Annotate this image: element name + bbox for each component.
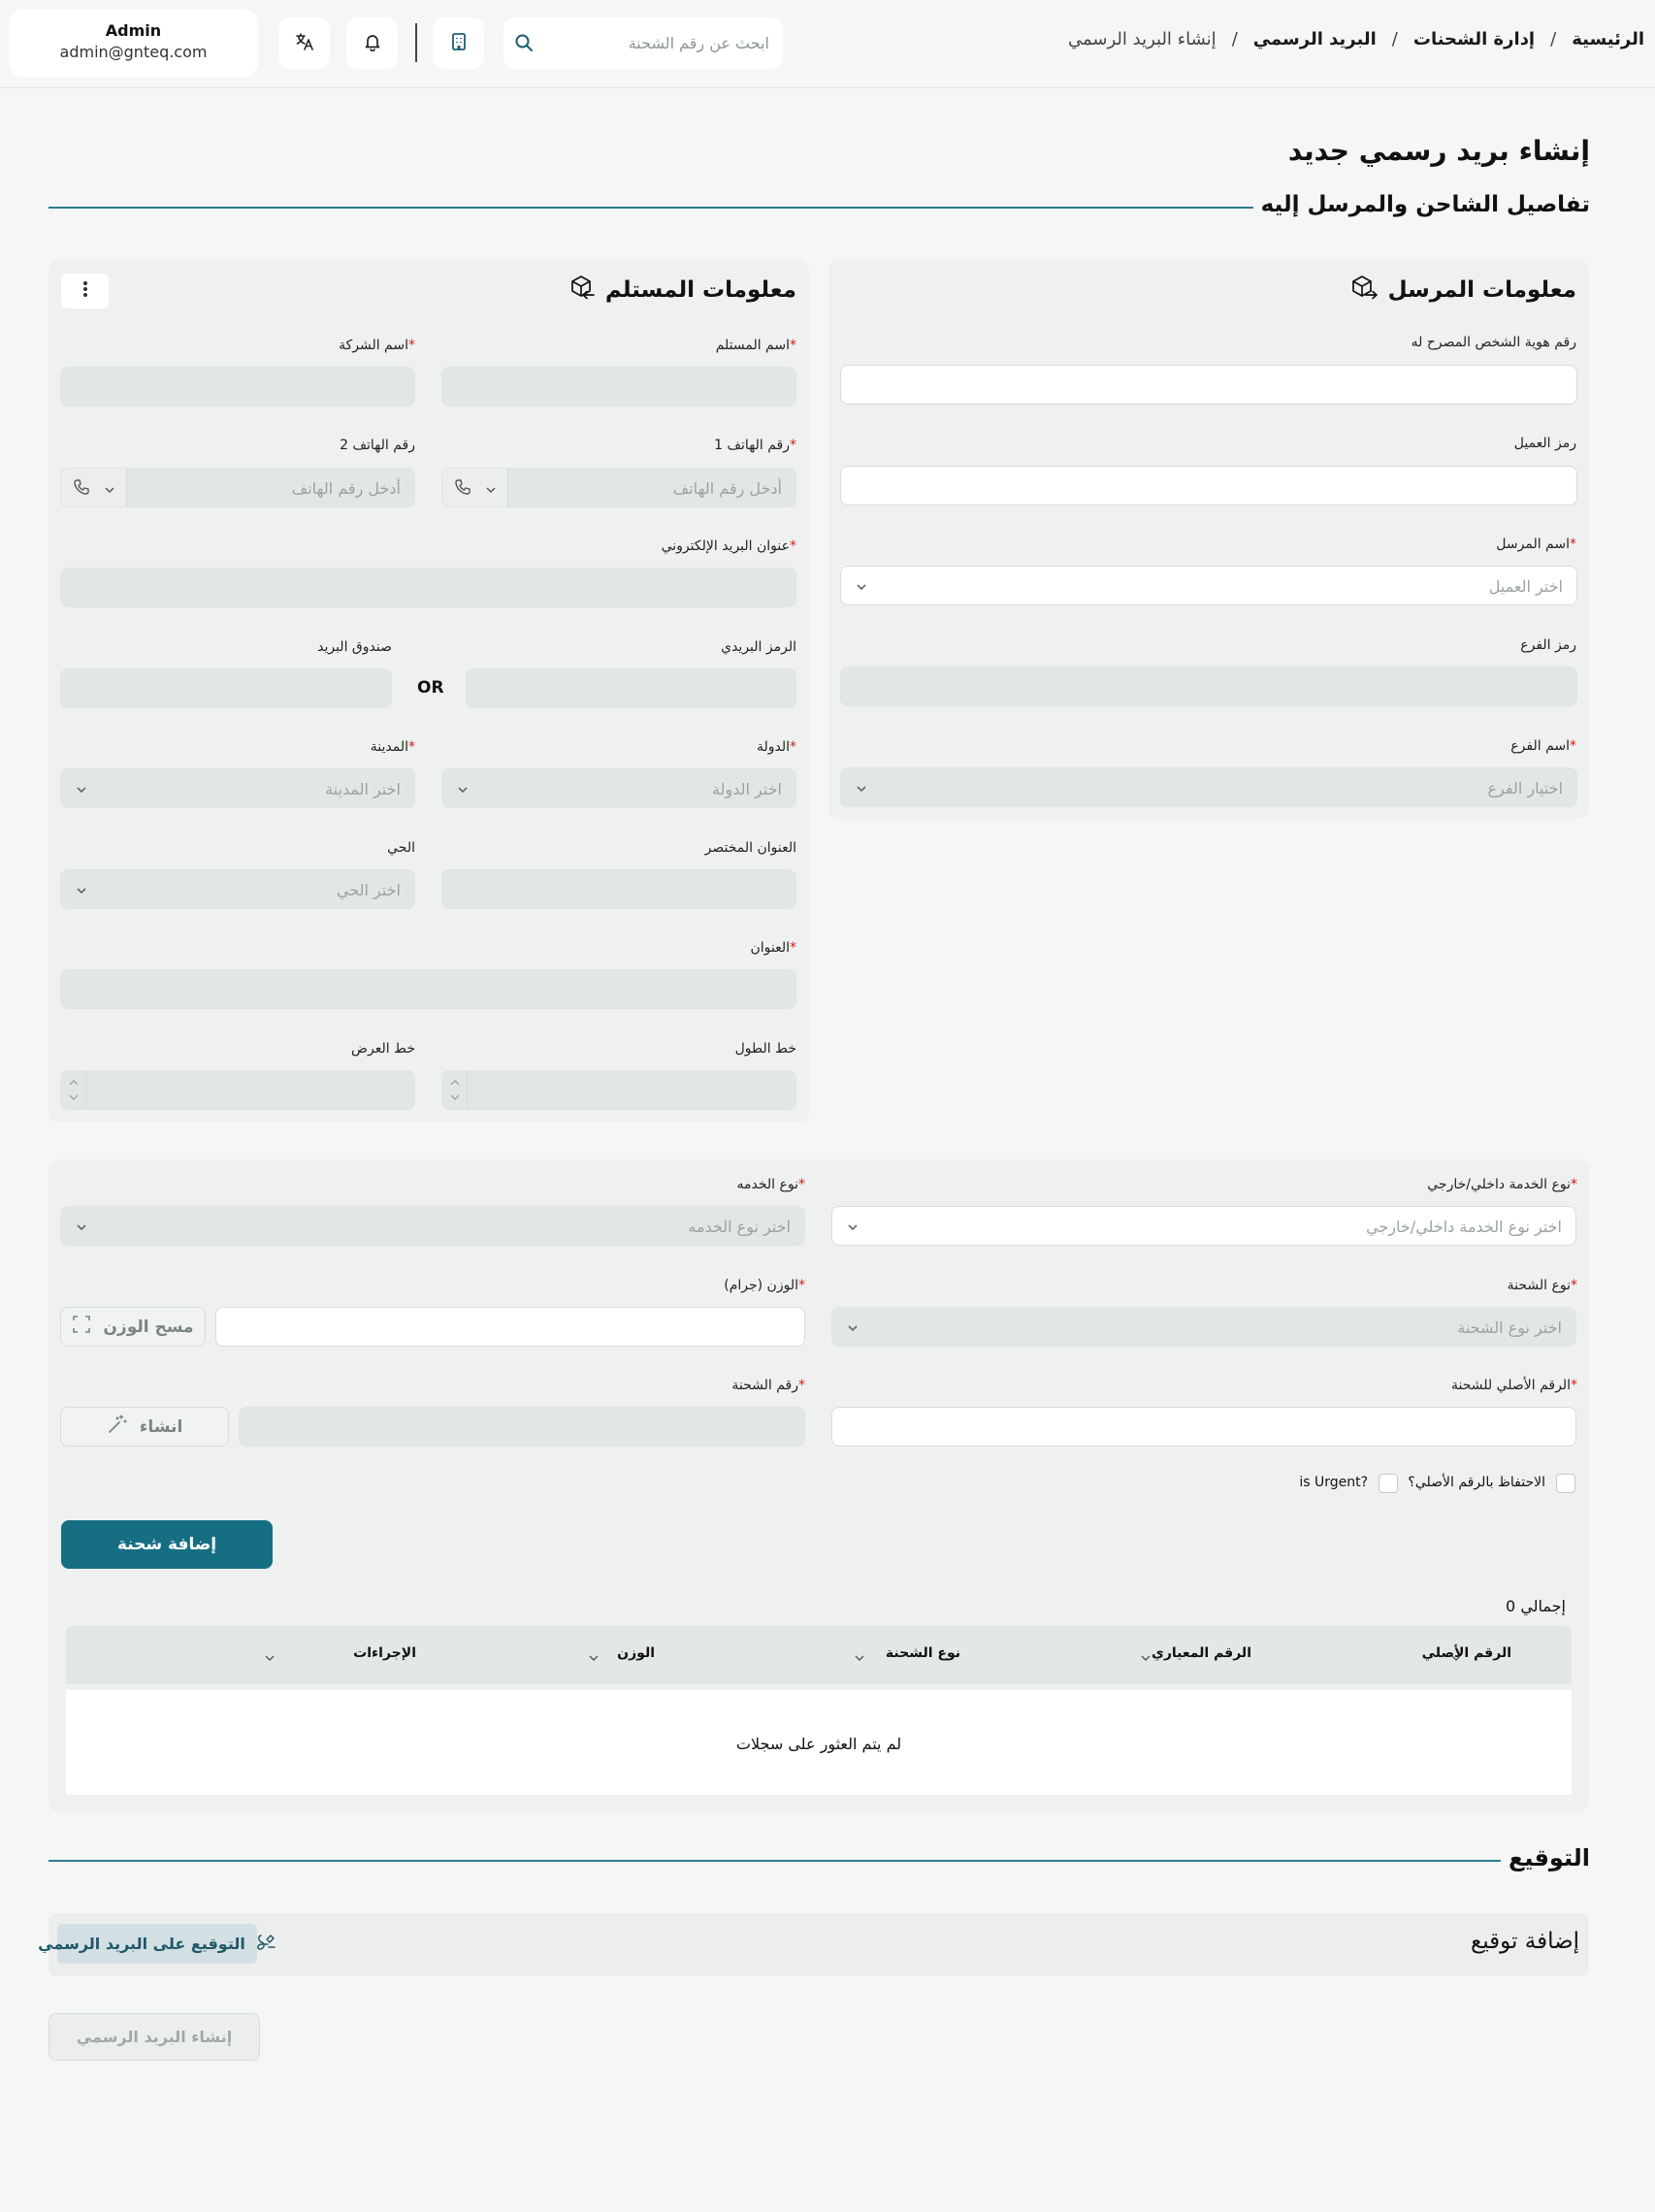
total-count: إجمالي 0 bbox=[1506, 1597, 1566, 1615]
empty-state: لم يتم العثور على سجلات bbox=[735, 1735, 902, 1753]
add-shipment-button[interactable]: إضافة شحنة bbox=[61, 1520, 273, 1569]
page-title: إنشاء بريد رسمي جديد bbox=[1287, 135, 1590, 167]
scan-weight-button[interactable] bbox=[60, 1307, 206, 1347]
original-number-label: *الرقم الأصلي للشحنة bbox=[1450, 1378, 1577, 1393]
chevron-down-icon bbox=[846, 1220, 860, 1238]
table-header bbox=[66, 1626, 1572, 1684]
receiver-title-text: معلومات المستلم bbox=[604, 277, 796, 303]
receiver-panel bbox=[49, 260, 809, 1122]
shipment-number-input[interactable] bbox=[239, 1407, 805, 1447]
po-box-input[interactable] bbox=[60, 668, 392, 708]
generate-label: انشاء bbox=[139, 1416, 183, 1437]
signature-section-title: التوقيع bbox=[1501, 1844, 1590, 1871]
longitude-label: خط الطول bbox=[734, 1041, 796, 1057]
postal-code-input[interactable] bbox=[466, 668, 796, 708]
po-box-label: صندوق البريد bbox=[317, 639, 392, 655]
breadcrumb-home[interactable]: الرئيسية bbox=[1572, 29, 1644, 49]
language-button[interactable] bbox=[278, 17, 330, 69]
chevron-down-icon[interactable] bbox=[264, 1649, 276, 1668]
country-select[interactable] bbox=[441, 768, 796, 808]
chevron-down-icon bbox=[855, 579, 868, 598]
address-label: *العنوان bbox=[750, 940, 796, 956]
signature-panel bbox=[38, 1913, 1589, 1976]
bell-icon bbox=[364, 32, 381, 55]
chevron-down-icon bbox=[104, 481, 115, 500]
add-signature-title: إضافة توقيع bbox=[1470, 1929, 1579, 1954]
authorized-id-input[interactable] bbox=[840, 365, 1577, 405]
breadcrumb-separator: / bbox=[1391, 29, 1398, 49]
branch-name-placeholder: اختيار الفرع bbox=[1487, 779, 1563, 797]
postal-code-label: الرمز البريدي bbox=[721, 639, 796, 655]
service-scope-placeholder: اختر نوع الخدمة داخلي/خارجي bbox=[1366, 1218, 1562, 1236]
breadcrumb-current: إنشاء البريد الرسمي bbox=[1068, 29, 1217, 49]
kebab-menu-icon bbox=[82, 279, 88, 303]
user-name: Admin bbox=[105, 21, 162, 40]
chevron-down-icon[interactable] bbox=[588, 1649, 600, 1668]
scan-weight-label: مسح الوزن bbox=[103, 1317, 194, 1337]
phone1-label: *رقم الهاتف 1 bbox=[714, 438, 796, 453]
city-label: *المدينة bbox=[370, 739, 415, 755]
receiver-name-input[interactable] bbox=[441, 367, 796, 407]
city-select[interactable] bbox=[60, 768, 415, 808]
breadcrumb-separator: / bbox=[1550, 29, 1557, 49]
address-input[interactable] bbox=[60, 969, 796, 1009]
breadcrumb-official-mail[interactable]: البريد الرسمي bbox=[1252, 29, 1377, 49]
district-label: الحي bbox=[387, 840, 415, 856]
latitude-input[interactable] bbox=[60, 1070, 415, 1110]
number-stepper[interactable] bbox=[61, 1071, 86, 1109]
branch-code-label: رمز الفرع bbox=[1520, 637, 1576, 653]
breadcrumb bbox=[1068, 29, 1644, 49]
shipment-type-placeholder: اختر نوع الشحنة bbox=[1457, 1318, 1562, 1337]
weight-input[interactable] bbox=[215, 1307, 805, 1347]
keep-original-label: الاحتفاظ بالرقم الأصلي؟ bbox=[1408, 1475, 1545, 1490]
original-number-input[interactable] bbox=[831, 1407, 1576, 1447]
authorized-id-label: رقم هوية الشخص المصرح له bbox=[1411, 335, 1576, 350]
chevron-down-icon bbox=[855, 781, 868, 799]
chevron-down-icon bbox=[456, 782, 470, 800]
company-name-label: *اسم الشركة bbox=[339, 338, 415, 353]
district-select[interactable] bbox=[60, 869, 415, 909]
urgent-label: is Urgent? bbox=[1299, 1475, 1368, 1490]
building-button[interactable] bbox=[433, 17, 484, 69]
shipment-type-select[interactable] bbox=[831, 1307, 1576, 1347]
service-type-label: *نوع الخدمه bbox=[736, 1177, 805, 1192]
top-header bbox=[0, 0, 1655, 88]
section-divider bbox=[49, 207, 1300, 209]
breadcrumb-shipments[interactable]: إدارة الشحنات bbox=[1412, 29, 1536, 49]
building-icon bbox=[450, 32, 468, 55]
user-email: admin@gnteq.com bbox=[59, 43, 208, 61]
country-placeholder: اختر الدولة bbox=[712, 780, 782, 798]
search-icon[interactable] bbox=[514, 33, 534, 56]
phone2-input[interactable] bbox=[60, 468, 415, 507]
email-label: *عنوان البريد الإلكتروني bbox=[661, 538, 796, 554]
signature-divider bbox=[49, 1860, 1513, 1862]
customer-code-label: رمز العميل bbox=[1513, 436, 1576, 451]
short-address-label: العنوان المختصر bbox=[704, 840, 796, 856]
urgent-checkbox[interactable] bbox=[1379, 1474, 1398, 1493]
notifications-button[interactable] bbox=[346, 17, 398, 69]
keep-original-checkbox[interactable] bbox=[1556, 1474, 1575, 1493]
user-card[interactable] bbox=[9, 9, 258, 78]
chevron-down-icon[interactable] bbox=[1140, 1649, 1152, 1668]
sender-title bbox=[1349, 274, 1576, 307]
search-input[interactable] bbox=[536, 31, 769, 54]
sign-mail-button[interactable] bbox=[38, 1924, 257, 1964]
service-scope-label: *نوع الخدمة داخلي/خارجي bbox=[1427, 1177, 1577, 1192]
sender-name-select[interactable] bbox=[840, 566, 1577, 605]
chevron-down-icon bbox=[75, 883, 88, 901]
sender-title-text: معلومات المرسل bbox=[1387, 277, 1576, 303]
number-stepper[interactable] bbox=[442, 1071, 468, 1109]
phone-icon bbox=[454, 478, 471, 500]
breadcrumb-separator: / bbox=[1231, 29, 1238, 49]
column-weight[interactable]: الوزن bbox=[617, 1645, 655, 1661]
chevron-down-icon bbox=[75, 1220, 88, 1238]
sender-name-placeholder: اختر العميل bbox=[1488, 577, 1563, 596]
receiver-title bbox=[567, 274, 796, 307]
branch-name-select[interactable] bbox=[840, 767, 1577, 807]
district-placeholder: اختر الحي bbox=[336, 881, 401, 899]
sender-name-label: *اسم المرسل bbox=[1496, 537, 1576, 552]
phone2-country-select[interactable] bbox=[61, 469, 127, 506]
branch-code-input[interactable] bbox=[840, 667, 1577, 706]
scan-icon bbox=[72, 1315, 91, 1339]
phone2-label: رقم الهاتف 2 bbox=[340, 438, 415, 453]
receiver-name-label: *اسم المستلم bbox=[715, 338, 796, 353]
phone1-country-select[interactable] bbox=[442, 469, 508, 506]
service-type-select[interactable] bbox=[60, 1206, 805, 1246]
chevron-down-icon[interactable] bbox=[854, 1649, 865, 1668]
service-type-placeholder: اختر نوع الخدمه bbox=[688, 1218, 791, 1236]
header-divider bbox=[415, 23, 417, 62]
company-name-input[interactable] bbox=[60, 367, 415, 407]
phone1-input[interactable] bbox=[441, 468, 796, 507]
latitude-label: خط العرض bbox=[351, 1041, 415, 1057]
shipment-type-label: *نوع الشحنة bbox=[1507, 1278, 1577, 1293]
column-actions[interactable]: الإجراءات bbox=[353, 1645, 416, 1661]
service-scope-select[interactable] bbox=[831, 1206, 1576, 1246]
branch-name-label: *اسم الفرع bbox=[1510, 738, 1576, 754]
box-send-icon bbox=[1349, 274, 1379, 307]
search-box[interactable] bbox=[503, 17, 783, 69]
chevron-down-icon bbox=[485, 481, 497, 500]
chevron-down-icon bbox=[75, 782, 88, 800]
section-title: تفاصيل الشاحن والمرسل إليه bbox=[1253, 192, 1590, 217]
shipment-number-label: *رقم الشحنة bbox=[731, 1378, 805, 1393]
country-label: *الدولة bbox=[756, 739, 796, 755]
translate-icon bbox=[295, 32, 314, 55]
chevron-down-icon bbox=[846, 1320, 860, 1339]
short-address-input[interactable] bbox=[441, 869, 796, 909]
weight-label: *الوزن (جرام) bbox=[724, 1278, 805, 1293]
magic-wand-icon bbox=[107, 1414, 128, 1440]
phone-icon bbox=[73, 478, 90, 500]
generate-number-button[interactable] bbox=[60, 1407, 229, 1447]
phone2-placeholder: أدخل رقم الهاتف bbox=[291, 479, 401, 498]
chevron-down-icon[interactable] bbox=[1450, 1649, 1462, 1668]
customer-code-input[interactable] bbox=[840, 466, 1577, 505]
create-mail-button[interactable]: إنشاء البريد الرسمي bbox=[49, 2013, 260, 2061]
email-input[interactable] bbox=[60, 568, 796, 607]
sender-panel bbox=[828, 260, 1589, 819]
city-placeholder: اختر المدينة bbox=[325, 780, 401, 798]
column-original-number[interactable]: الرقم الأصلي bbox=[1421, 1645, 1511, 1661]
or-separator: OR bbox=[417, 678, 444, 698]
box-receive-icon bbox=[567, 274, 596, 307]
column-standard-number[interactable]: الرقم المعياري bbox=[1152, 1645, 1251, 1661]
sign-mail-label: التوقيع على البريد الرسمي bbox=[38, 1935, 245, 1953]
signature-icon bbox=[255, 1933, 276, 1956]
column-shipment-type[interactable]: نوع الشحنة bbox=[885, 1645, 960, 1661]
phone1-placeholder: أدخل رقم الهاتف bbox=[672, 479, 782, 498]
longitude-input[interactable] bbox=[441, 1070, 796, 1110]
more-options-button[interactable] bbox=[61, 274, 109, 309]
table-body bbox=[66, 1690, 1572, 1795]
